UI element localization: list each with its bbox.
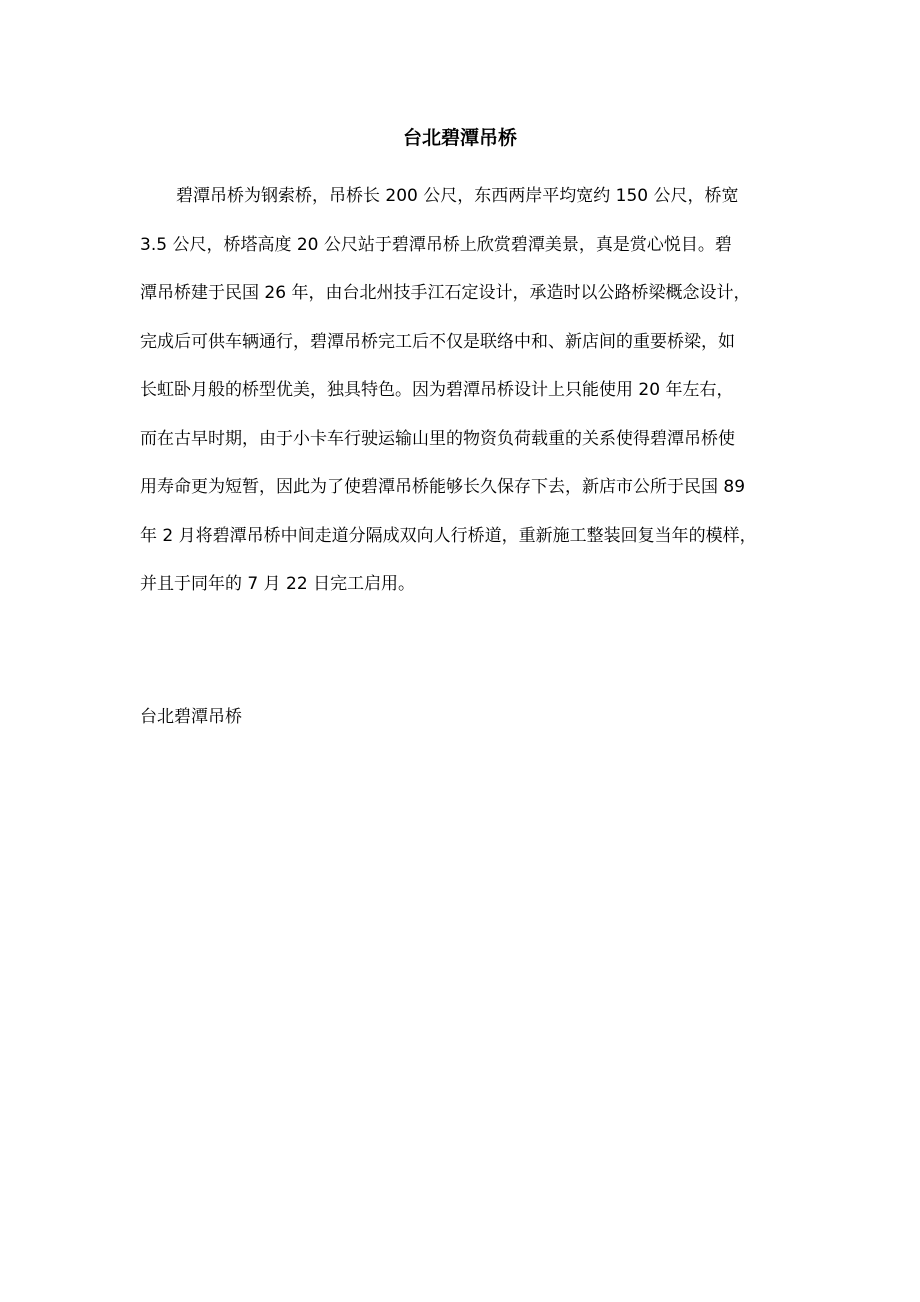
image-caption: 台北碧潭吊桥 bbox=[140, 707, 242, 727]
paragraph-line: 并且于同年的 7 月 22 日完工启用。 bbox=[140, 574, 416, 594]
paragraph-line: 长虹卧月般的桥型优美，独具特色。因为碧潭吊桥设计上只能使用 20 年左右， bbox=[140, 380, 734, 400]
paragraph-line: 3.5 公尺，桥塔高度 20 公尺站于碧潭吊桥上欣赏碧潭美景，真是赏心悦目。碧 bbox=[140, 234, 732, 255]
paragraph-line: 用寿命更为短暂，因此为了使碧潭吊桥能够长久保存下去，新店市公所于民国 89 bbox=[140, 477, 746, 497]
paragraph-line: 年 2 月将碧潭吊桥中间走道分隔成双向人行桥道，重新施工整装回复当年的模样， bbox=[140, 525, 757, 546]
document-title: 台北碧潭吊桥 bbox=[402, 127, 517, 149]
paragraph-line: 而在古早时期，由于小卡车行驶运输山里的物资负荷载重的关系使得碧潭吊桥使 bbox=[140, 428, 735, 449]
paragraph-line: 完成后可供车辆通行，碧潭吊桥完工后不仅是联络中和、新店间的重要桥梁，如 bbox=[140, 331, 735, 352]
paragraph-line: 潭吊桥建于民国 26 年，由台北州技手江石定设计，承造时以公路桥梁概念设计， bbox=[140, 283, 751, 303]
body-paragraph bbox=[140, 172, 796, 609]
paragraph-line: 碧潭吊桥为钢索桥，吊桥长 200 公尺，东西两岸平均宽约 150 公尺，桥宽 bbox=[176, 186, 739, 206]
